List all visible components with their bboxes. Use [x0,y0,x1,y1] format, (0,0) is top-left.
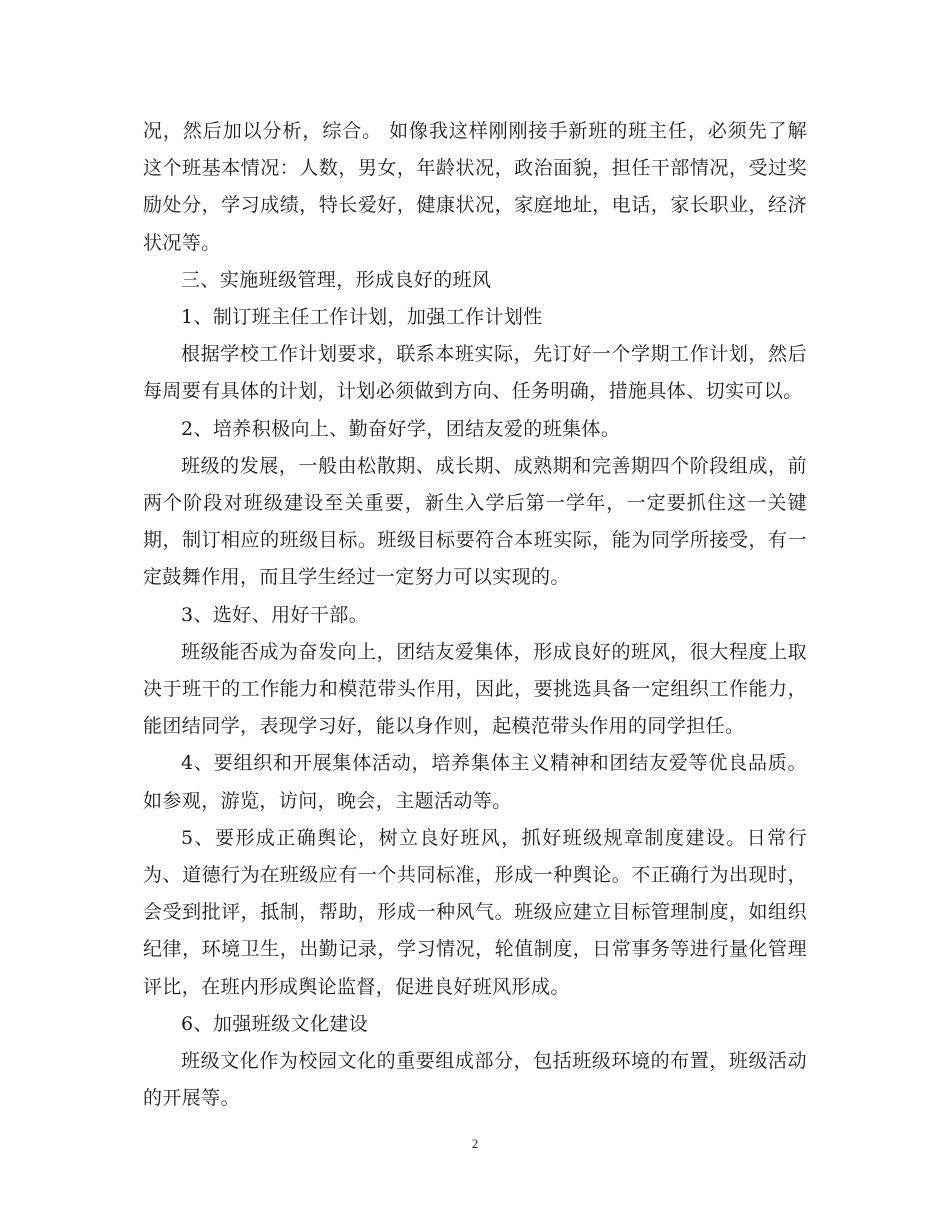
paragraph-work-plan: 根据学校工作计划要求，联系本班实际，先订好一个学期工作计划，然后每周要有具体的计划，计划必须做到方向、任务明确，措施具体、切实可以。 [143,343,807,403]
item-heading-class-collective: 2、培养积极向上、勤奋好学，团结友爱的班集体。 [181,417,621,440]
item-collective-activities: 4、要组织和开展集体活动，培养集体主义精神和团结友爱等优良品质。如参观，游览，访问，晚会，主题活动等。 [143,752,807,812]
item-heading-class-culture: 6、加强班级文化建设 [181,1012,369,1035]
item-public-opinion: 5、要形成正确舆论，树立良好班风，抓好班级规章制度建设。日常行为、道德行为在班级应有一个共同标准，形成一种舆论。不正确行为出现时，会受到批评，抵制，帮助，形成一种风气。班级应建立目标管理制度，如组织纪律，环境卫生，出勤记录，学习情况，轮值制度，日常事务等进行量化管理评比，在班内形成舆论监督，促进良好班风形成。 [143,826,807,998]
item-heading-cadres: 3、选好、用好干部。 [181,603,369,626]
paragraph-class-development: 班级的发展，一般由松散期、成长期、成熟期和完善期四个阶段组成，前两个阶段对班级建设至关重要，新生入学后第一学年，一定要抓住这一关键期，制订相应的班级目标。班级目标要符合本班实际，能为同学所接受，有一定鼓舞作用，而且学生经过一定努力可以实现的。 [143,454,807,589]
paragraph-cadres: 班级能否成为奋发向上，团结友爱集体，形成良好的班风，很大程度上取决于班干的工作能力和模范带头作用，因此，要挑选具备一定组织工作能力，能团结同学，表现学习好，能以身作则，起模范带头作用的同学担任。 [143,640,807,738]
paragraph-intro-continued: 况，然后加以分析，综合。 如像我这样刚刚接手新班的班主任，必须先了解这个班基本情况：人数，男女，年龄状况，政治面貌，担任干部情况，受过奖励处分，学习成绩，特长爱好，健康状况，家庭地址，电话，家长职业，经济状况等。 [143,120,807,254]
paragraph-class-culture: 班级文化作为校园文化的重要组成部分，包括班级环境的布置，班级活动的开展等。 [143,1050,807,1110]
page-number: 2 [471,1136,479,1151]
section-heading-class-management: 三、实施班级管理，形成良好的班风 [181,268,492,291]
item-heading-work-plan: 1、制订班主任工作计划，加强工作计划性 [181,306,543,329]
document-body [143,113,807,1117]
